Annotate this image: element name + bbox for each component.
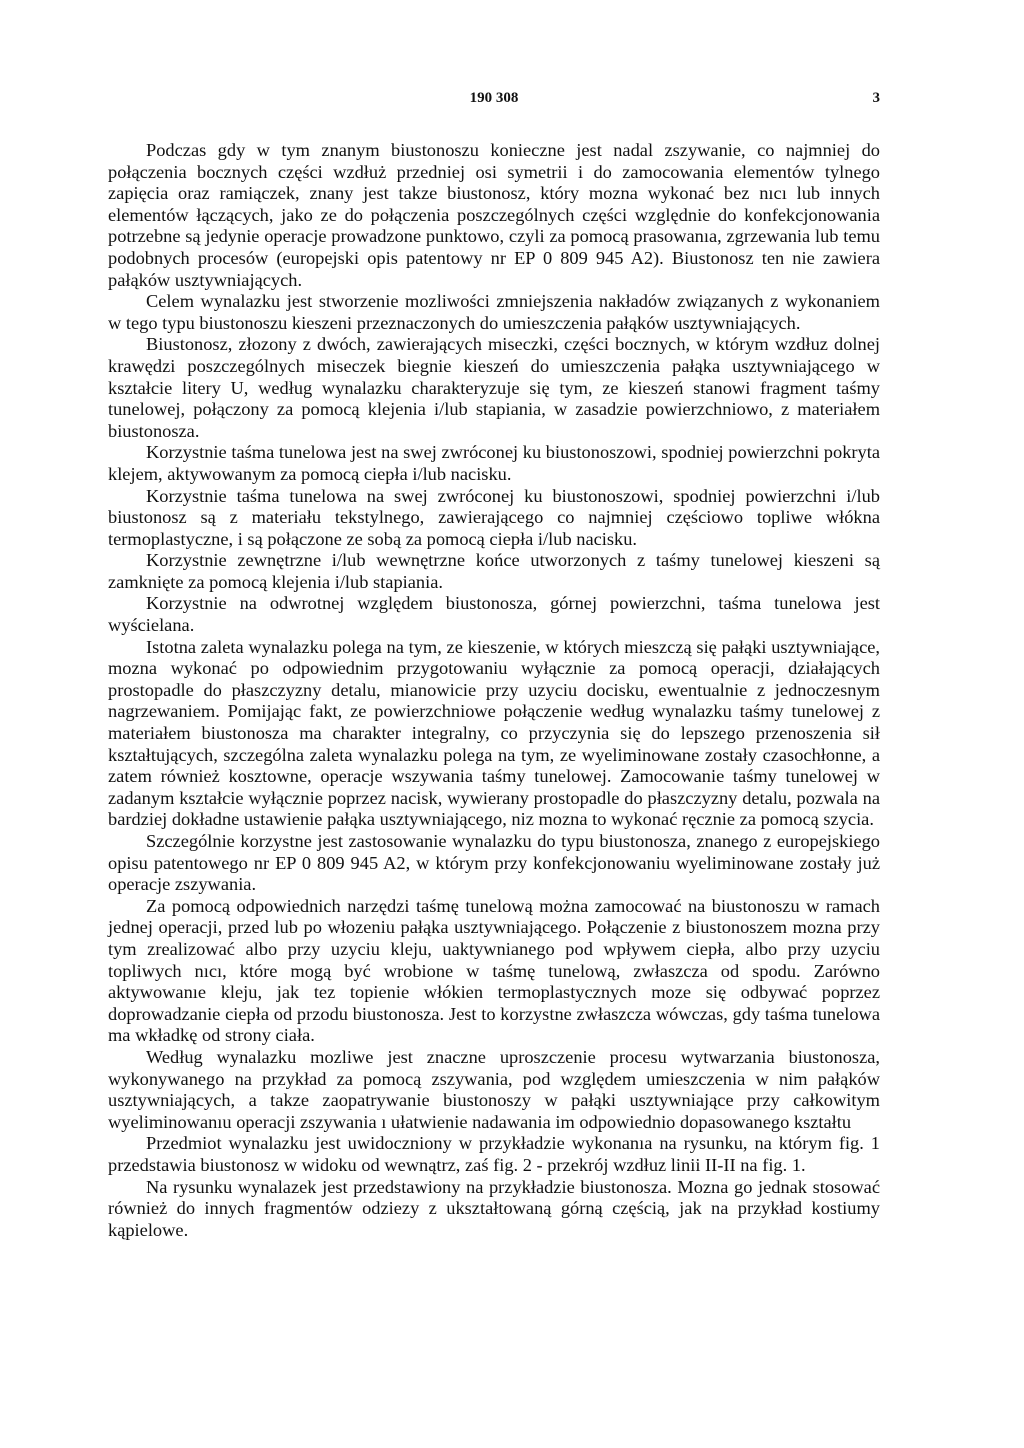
paragraph: Podczas gdy w tym znanym biustonoszu konieczne jest nadal zszywanie, co najmniej do połączenia bocznych części wzdłuż przedniej osi symetrii i do zamocowania elementów tylnego zapięcia oraz ramiączek, znany jest takze biustonosz, który mozna wykonać bez nıcı lub innych elementów łączących, jako ze do połączenia poszczególnych części względnie do konfekcjonowania potrzebne są jedynie operacje prowadzone punktowo, czyli za pomocą prasowanıa, zgrzewania lub temu podobnych procesów (europejski opis patentowy nr EP 0 809 945 A2). Biustonosz ten nie zawiera pałąków usztywniających. [108,140,880,290]
page-number: 3 [872,90,880,106]
paragraph: Według wynalazku mozliwe jest znaczne uproszczenie procesu wytwarzania biustonosza, wykonywanego na przykład za pomocą zszywania, pod względem umieszczenia w nim pałąków usztywniających, a takze zaopatrywanie biustonoszy w pałąki usztywniające przy całkowitym wyeliminowanıu operacji zszywania ı ułatwienie nadawania im odpowiednio dopasowanego kształtu [108,1046,880,1132]
paragraph: Przedmiot wynalazku jest uwidoczniony w przykładzie wykonanıa na rysunku, na którym fig. 1 przedstawia biustonosz w widoku od wewnątrz, zaś fig. 2 - przekrój wzdłuz linii II-II na fig. 1. [108,1133,880,1175]
paragraph: Korzystnie zewnętrzne i/lub wewnętrzne końce utworzonych z taśmy tunelowej kieszeni są zamknięte za pomocą klejenia i/lub stapiania. [108,550,880,592]
document-body [108,140,880,1241]
paragraph: Za pomocą odpowiednich narzędzi taśmę tunelową można zamocować na biustonoszu w ramach jednej operacji, przed lub po włozeniu pałąka usztywniającego. Połączenie z biustonoszem mozna przy tym zrealizować albo przy uzyciu kleju, uaktywnianego pod wpływem ciepła, albo przy uzyciu topliwych nıcı, które mogą być wrobione w taśmę tunelową, zwłaszcza od spodu. Zarówno aktywowanıe kleju, jak tez topienie włókien termoplastycznych moze się odbywać poprzez doprowadzanie ciepła od przodu biustonosza. Jest to korzystne zwłaszcza wówczas, gdy taśma tunelowa ma wkładkę od strony ciała. [108,895,880,1046]
paragraph: Korzystnie na odwrotnej względem biustonosza, górnej powierzchni, taśma tunelowa jest wyścielana. [108,593,880,636]
paragraph: Istotna zaleta wynalazku polega na tym, ze kieszenie, w których mieszczą się pałąki usztywniające, mozna wykonać po odpowiednim przygotowaniu wyłącznie za pomocą operacji, działających prostopadle do płaszczyzny detalu, mianowicie przy uzyciu docisku, ewentualnie z jednoczesnym nagrzewaniem. Pomijając fakt, ze powierzchniowe połączenie według wynalazku taśmy tunelowej z materiałem biustonosza ma charakter integralny, co przyczynia się do lepszego przenoszenia sił kształtujących, szczególna zaleta wynalazku polega na tym, ze wyeliminowane zostały czasochłonne, a zatem również kosztowne, operacje wszywania taśmy tunelowej. Zamocowanie taśmy tunelowej w zadanym kształcie wyłącznie poprzez nacisk, wywierany prostopadle do płaszczyzny detalu, pozwala na bardziej dokładne ustawienie pałąka usztywniającego, niz mozna to wykonać ręcznie za pomocą szycia. [108,636,880,830]
paragraph: Korzystnie taśma tunelowa jest na swej zwróconej ku biustonoszowi, spodniej powierzchni pokryta klejem, aktywowanym za pomocą ciepła i/lub nacisku. [108,442,880,484]
paragraph: Celem wynalazku jest stworzenie mozliwości zmniejszenia nakładów związanych z wykonaniem w tego typu biustonoszu kieszeni przeznaczonych do umieszczenia pałąków usztywniających. [108,291,880,333]
paragraph: Na rysunku wynalazek jest przedstawiony na przykładzie biustonosza. Mozna go jednak stosować również do innych fragmentów odziezy z ukształtowaną górną częścią, jak na przykład kostiumy kąpielowe. [108,1176,880,1240]
patent-number: 190 308 [469,90,519,106]
paragraph: Szczególnie korzystne jest zastosowanie wynalazku do typu biustonosza, znanego z europejskiego opisu patentowego nr EP 0 809 945 A2, w którym przy konfekcjonowaniu wyeliminowane zostały już operacje zszywania. [108,831,880,895]
paragraph: Biustonosz, złozony z dwóch, zawierających miseczki, części bocznych, w którym wzdłuz dolnej krawędzi poszczególnych miseczek biegnie kieszeń do umieszczenia pałąka usztywniającego w kształcie litery U, według wynalazku charakteryzuje się tym, ze kieszeń stanowi fragment taśmy tunelowej, połączony za pomocą klejenia i/lub stapiania, w zasadzie powierzchniowo, z materiałem biustonosza. [108,334,880,441]
paragraph: Korzystnie taśma tunelowa na swej zwróconej ku biustonoszowi, spodniej powierzchni i/lub biustonosz są z materiału tekstylnego, zawierającego co najmniej częściowo topliwe włókna termoplastyczne, i są połączone ze sobą za pomocą ciepła i/lub nacisku. [108,485,880,549]
page-header [108,90,880,114]
